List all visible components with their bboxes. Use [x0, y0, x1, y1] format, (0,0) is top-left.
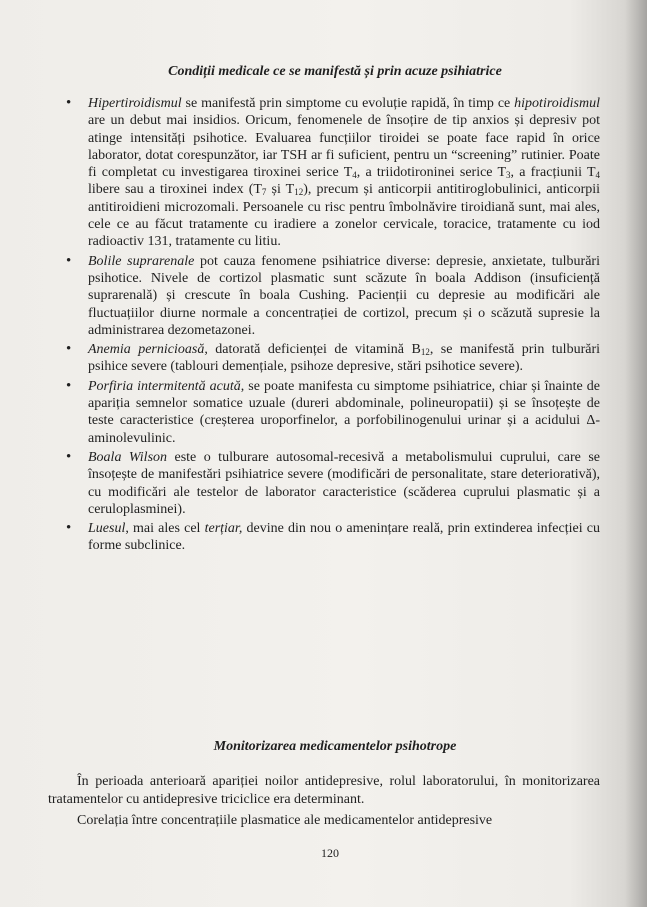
condition-term: Boala Wilson: [88, 449, 168, 465]
page-number: 120: [321, 846, 339, 860]
condition-item: [88, 253, 600, 339]
condition-item: [88, 95, 600, 251]
section-heading-drug-monitoring: Monitorizarea medicamentelor psihotrope: [213, 739, 457, 754]
condition-text: , se poate manifesta cu simptome psihiatrice, chiar și înainte de apariția semnelor somatice uzuale (dureri abdominale, polineuropatii) și se însoțește de teste caracteristice (creșterea uroporfinelor, a porfobilinogenului urinar și a acidului Δ-aminolevulinic.: [88, 378, 600, 446]
subscript: 12: [420, 347, 430, 358]
section-heading-medical-conditions: Condiții medicale ce se manifestă și prin acuze psihiatrice: [168, 64, 502, 79]
condition-item: [88, 341, 600, 376]
condition-text: și T: [266, 182, 295, 198]
paragraph-correlation: Corelația între concentrațiile plasmatice ale medicamentelor antidepresive: [77, 813, 493, 828]
condition-item: [88, 449, 600, 518]
subscript: 4: [595, 170, 601, 181]
condition-text: hipotiroidismul: [514, 96, 600, 111]
condition-text: , a triidotironinei serice T: [356, 165, 507, 181]
condition-text: pot cauza fenomene psihiatrice diverse: depresie, anxietate, tulburări psihotice. Nivele de cortizol plasmatic sunt scăzute în boala Addison (insuficiență suprarenală) și crescute în boala Cushing. Pacienții cu depresie au modificări ale fluctuațiilor diurne normale a concentrației de cortizol, precum și o scăzută supresie la administrarea dezometazonei.: [88, 253, 600, 338]
condition-item: [88, 520, 600, 555]
condition-item: [88, 378, 600, 447]
condition-text: , mai ales cel: [125, 521, 205, 537]
condition-text: devine din nou o amenințare reală, prin extinderea infecției cu forme subclinice.: [88, 521, 601, 554]
condition-term: Bolile suprarenale: [88, 253, 195, 269]
condition-term: Porfiria intermitentă acută: [88, 378, 241, 394]
condition-text: , se manifestă prin tulburări psihice severe (tablouri demențiale, psihoze depresive, stări psihotice severe).: [88, 342, 601, 375]
condition-text: , datorată deficienței de vitamină B: [204, 342, 421, 358]
paragraph-monitoring-intro: În perioada anterioară apariției noilor antidepresive, rolul laboratorului, în monitorizarea tratamentelor cu antidepresive triciclice era determinant.: [48, 774, 600, 807]
condition-text: ), precum și anticorpii antitiroglobulinici, anticorpii antitiroidieni microzomali. Persoanele cu risc pentru îmbolnăvire tiroidiană sunt, mai ales, cele ce au făcut tratamente cu iradiere a zonelor cervicale, toracice, tratamente cu iod radioactiv 131, tratamente cu litiu.: [88, 182, 601, 250]
condition-term: Hipertiroidismul: [88, 96, 182, 111]
subscript: 3: [506, 170, 511, 181]
condition-term: Anemia pernicioasă: [88, 342, 205, 358]
condition-text: are un debut mai insidios. Oricum, fenomenele de însoțire de tip anxios și depresiv pot atinge intensități psihotice. Evaluarea funcțiilor tiroidei se poate face rapid în orice laborator, dotat corespunzător, iar TSH ar fi suficient, pentru un “screening” rutinier. Poate fi completat cu investigarea tiroxinei serice T: [88, 113, 600, 181]
page-edge-shadow: [625, 0, 647, 907]
subscript: 7: [261, 187, 267, 198]
condition-text: terțiar,: [204, 521, 243, 537]
condition-text: , a fracțiunii T: [510, 165, 596, 181]
subscript: 4: [352, 170, 357, 181]
condition-text: libere sau a tiroxinei index (T: [88, 182, 262, 198]
condition-text: este o tulburare autosomal-recesivă a metabolismului cuprului, care se însoțește de manifestări psihiatrice severe (modificări de personalitate, stare deteriorativă), cu modificări ale testelor de laborator caracteristice (scăderea cuprului plasmatic și a ceruloplasminei).: [88, 449, 600, 517]
subscript: 12: [294, 187, 304, 198]
condition-text: se manifestă prin simptome cu evoluție rapidă, în timp ce: [181, 96, 515, 111]
conditions-list: [88, 95, 600, 557]
condition-term: Luesul: [88, 521, 126, 537]
